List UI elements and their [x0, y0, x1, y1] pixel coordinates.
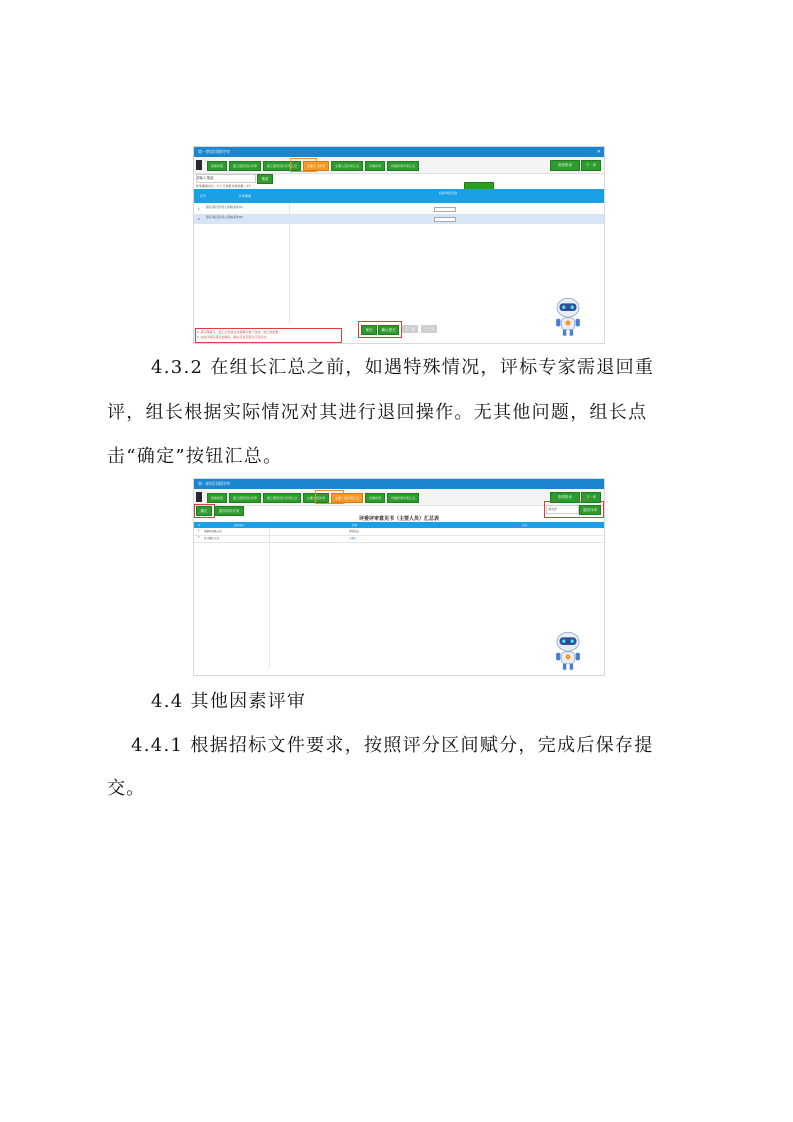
header-no: 序号 — [200, 194, 207, 198]
row-name: 评分确认汇总 — [204, 537, 220, 540]
header-bidder: 投标单位名称 — [439, 191, 458, 195]
tab-detailed-summary[interactable]: 详细评审评审汇总 — [387, 161, 419, 171]
info-line: 评审要素共计：1个 已审批评审结果：1个 — [196, 184, 252, 188]
tab-detailed-review[interactable]: 详细评审 — [365, 161, 385, 171]
view-report-button[interactable]: 查看报表 — [550, 492, 580, 503]
heading-4-4: 4.4 其他因素评审 — [151, 691, 307, 712]
tab-personnel-summary[interactable]: 主要人员评审汇总 — [331, 493, 363, 503]
view-report-button[interactable]: 查看报表 — [550, 160, 580, 171]
active-tab-highlight — [290, 158, 317, 172]
tab-personnel-review[interactable]: 主要人员评审 — [303, 161, 329, 171]
header-no: 序 — [198, 524, 201, 527]
tab-construction-review[interactable]: 施工组织设计评审 — [229, 161, 261, 171]
tab-qualification[interactable]: 资格审查 — [207, 161, 227, 171]
save-button[interactable]: 保存 — [361, 325, 377, 335]
search-input[interactable] — [196, 174, 256, 183]
return-expert-button[interactable]: 退回评标专家 — [214, 506, 244, 516]
paragraph-4-4-1-line-1: 4.4.1 根据招标文件要求，按照评分区间赋分，完成后保存提 — [131, 735, 654, 756]
table-title: 评委评审意见书（主要人员）汇总表 — [358, 516, 439, 522]
row-name: 拟任项目负责人资格条件(1) — [206, 205, 243, 209]
window-titlebar — [194, 479, 604, 489]
header-name: 投标单位 — [234, 524, 245, 527]
buttons-highlight — [358, 321, 402, 338]
toolbar — [194, 157, 604, 174]
tab-detailed-review[interactable]: 详细评审 — [365, 493, 385, 503]
row-name: 某建设有限公司 — [204, 530, 222, 533]
app-logo — [196, 160, 202, 170]
app-logo — [196, 492, 202, 502]
note-line-2: 2. 完成评审后请点击确定，确认后该页面为只读状态... — [197, 335, 269, 339]
active-tab-highlight — [315, 490, 344, 504]
row-no: 2 — [198, 217, 200, 221]
header-summary: 汇总 — [522, 524, 528, 527]
score-input[interactable] — [434, 217, 456, 222]
score-input[interactable] — [434, 207, 456, 212]
screenshot-2 — [193, 478, 605, 676]
paragraph-4-4-1-line-2: 交。 — [107, 778, 146, 799]
paragraph-4-3-2-line-1: 4.3.2 在组长汇总之前，如遇特殊情况，评标专家需退回重 — [151, 357, 655, 378]
row-value[interactable]: 已确认 — [349, 537, 357, 540]
tab-bar — [207, 493, 419, 503]
return-select-text: 请选择 — [548, 507, 558, 511]
paragraph-4-3-2-line-3: 击“确定”按钮汇总。 — [107, 446, 283, 467]
row-no: 1 — [198, 207, 200, 211]
tab-personnel-review[interactable]: 主要人员评审 — [303, 493, 329, 503]
header-reviewer: 评委 — [352, 524, 358, 527]
tab-detailed-summary[interactable]: 详细评审评审汇总 — [387, 493, 419, 503]
robot-mascot-icon — [551, 295, 585, 339]
column-divider — [269, 528, 270, 668]
window-title: 第一阶段详细评审 — [198, 481, 230, 486]
tab-construction-review[interactable]: 施工组织设计评审 — [229, 493, 261, 503]
note-line-1: 1. 请合理填写，若汇总页面对选项填写做了改动，则已录结果... — [197, 330, 281, 334]
row-no: 1 — [198, 529, 200, 532]
row-no: 2 — [198, 536, 200, 539]
tab-qualification[interactable]: 资格审查 — [207, 493, 227, 503]
screenshot-1 — [193, 146, 605, 344]
return-review-button[interactable]: 退回评审 — [579, 505, 601, 515]
row-value: 评标结论 — [349, 530, 360, 533]
next-step-button[interactable]: 下一步 — [581, 160, 601, 171]
window-title: 第一阶段详细评审 — [198, 149, 230, 154]
table-row — [194, 535, 604, 543]
confirm-button[interactable]: 确定 — [196, 506, 212, 516]
close-icon[interactable]: ✕ — [596, 149, 601, 155]
next-step-button[interactable]: 下一步 — [581, 492, 601, 503]
search-label: 请输入搜索 — [196, 176, 214, 180]
confirm-submit-button[interactable]: 确认提交 — [378, 325, 399, 335]
table-row — [194, 214, 604, 224]
tab-construction-summary[interactable]: 施工组织设计评审汇总 — [263, 161, 301, 171]
next-button[interactable]: 下一步 — [421, 325, 437, 333]
search-button[interactable]: 搜索 — [257, 174, 273, 184]
row-name: 拟任项目负责人资格条件(2) — [206, 215, 243, 219]
toolbar — [194, 489, 604, 506]
header-element: 评审要素 — [239, 194, 252, 198]
prev-button[interactable]: 上一步 — [402, 325, 418, 333]
column-divider — [289, 203, 290, 323]
robot-mascot-icon — [551, 629, 585, 673]
table-header — [194, 189, 604, 203]
tab-personnel-summary[interactable]: 主要人员评审汇总 — [331, 161, 363, 171]
window-titlebar — [194, 147, 604, 157]
paragraph-4-3-2-line-2: 评，组长根据实际情况对其进行退回操作。无其他问题，组长点 — [107, 402, 648, 423]
tab-construction-summary[interactable]: 施工组织设计评审汇总 — [263, 493, 301, 503]
